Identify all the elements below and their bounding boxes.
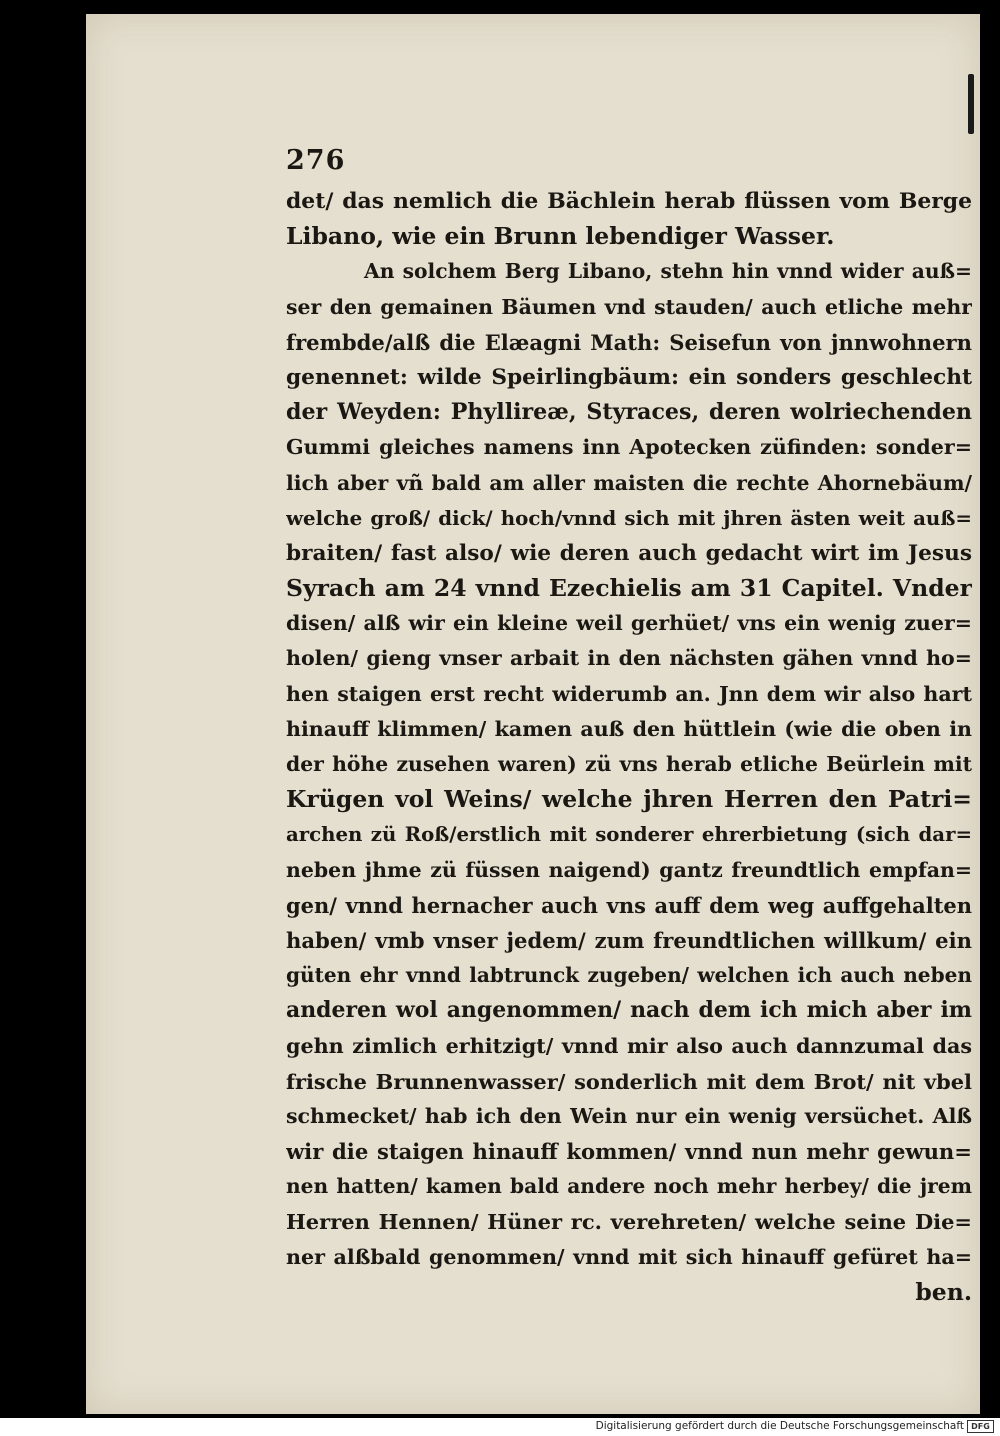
text-line-18: Krügen vol Weins/ welche jhren Herren den Patri= [286, 785, 972, 814]
text-line-19: archen zü Roß/erstlich mit sonderer ehrerbietung (sich dar= [286, 822, 972, 847]
text-line-14: holen/ gieng vnser arbait in den nächsten gähen vnnd ho= [286, 646, 972, 671]
text-line-11: braiten/ fast also/ wie deren auch gedacht wirt im Jesus [286, 540, 972, 566]
text-line-20: neben jhme zü füssen naigend) gantz freundtlich empfan= [286, 857, 972, 882]
text-line-31: ner alßbald genommen/ vnnd mit sich hinauff gefüret ha= [286, 1244, 972, 1269]
text-line-3: An solchem Berg Libano, stehn hin vnnd wider auß= [364, 259, 972, 284]
text-line-28: wir die staigen hinauff kommen/ vnnd nun mehr gewun= [286, 1139, 972, 1165]
text-line-21: gen/ vnnd hernacher auch vns auff dem weg auffgehalten [286, 892, 972, 918]
text-line-8: Gummi gleiches namens inn Apotecken züfinden: sonder= [286, 435, 972, 460]
text-line-12: Syrach am 24 vnnd Ezechielis am 31 Capitel. Vnder [286, 574, 972, 603]
funding-credit: Digitalisierung gefördert durch die Deutsche Forschungsgemeinschaft [595, 1420, 964, 1432]
text-line-5: frembde/alß die Elæagni Math: Seisefun von jnnwohnern [286, 329, 972, 355]
text-line-7: der Weyden: Phyllireæ, Styraces, deren wolriechenden [286, 399, 972, 426]
text-line-30: Herren Hennen/ Hüner rc. verehreten/ welche seine Die= [286, 1209, 972, 1235]
text-line-17: der höhe zusehen waren) zü vns herab etliche Beürlein mit [286, 752, 972, 776]
text-line-27: schmecket/ hab ich den Wein nur ein wenig versüchet. Alß [286, 1103, 972, 1128]
text-line-32: ben. [915, 1277, 972, 1306]
dfg-logo-icon: DFG [967, 1420, 994, 1433]
text-line-13: disen/ alß wir ein kleine weil gerhüet/ vns ein wenig zuer= [286, 611, 972, 636]
text-line-9: lich aber vñ bald am aller maisten die rechte Ahornebäum/ [286, 470, 972, 495]
text-line-15: hen staigen erst recht widerumb an. Jnn dem wir also hart [286, 681, 972, 706]
page-number: 276 [286, 145, 346, 176]
text-line-26: frische Brunnenwasser/ sonderlich mit dem Brot/ nit vbel [286, 1068, 972, 1094]
text-line-24: anderen wol angenommen/ nach dem ich mich aber im [286, 997, 972, 1024]
text-line-2: Libano, wie ein Brunn lebendiger Wasser. [286, 222, 835, 251]
text-line-1: det/ das nemlich die Bächlein herab flüssen vom Berge [286, 188, 972, 214]
text-line-10: welche groß/ dick/ hoch/vnnd sich mit jhren ästen weit auß= [286, 505, 972, 530]
page-body-text [286, 184, 972, 1310]
text-line-22: haben/ vmb vnser jedem/ zum freundtlichen willkum/ ein [286, 927, 972, 953]
text-line-23: güten ehr vnnd labtrunck zugeben/ welchen ich auch neben [286, 963, 972, 988]
digitization-footer [0, 1418, 1000, 1436]
text-line-25: gehn zimlich erhitzigt/ vnnd mir also auch dannzumal das [286, 1033, 972, 1058]
text-line-6: genennet: wilde Speirlingbäum: ein sonders geschlecht [286, 364, 972, 390]
page-edge-mark [968, 74, 974, 134]
text-line-4: ser den gemainen Bäumen vnd stauden/ auch etliche mehr [286, 294, 972, 319]
text-line-29: nen hatten/ kamen bald andere noch mehr herbey/ die jrem [286, 1174, 972, 1199]
text-line-16: hinauff klimmen/ kamen auß den hüttlein (wie die oben in [286, 716, 972, 741]
